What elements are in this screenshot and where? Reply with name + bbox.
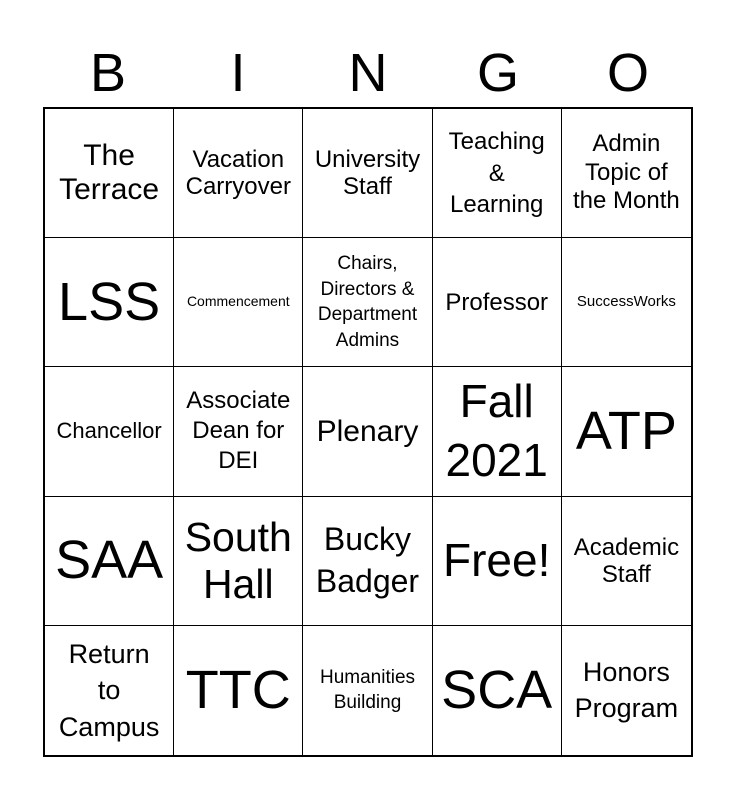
cell-label: LSS (58, 271, 161, 332)
bingo-cell[interactable] (174, 367, 303, 496)
header-letter-b: B (89, 43, 127, 103)
header-letter-n: N (348, 43, 388, 103)
cell-label: Admin Topic of the Month (573, 129, 680, 215)
cell-label: ATP (575, 400, 677, 461)
bingo-cell[interactable] (433, 497, 562, 626)
cell-label: SuccessWorks (576, 292, 676, 310)
bingo-cell[interactable] (45, 497, 174, 626)
bingo-cell[interactable] (45, 109, 174, 238)
bingo-cell[interactable] (562, 626, 691, 755)
cell-label: Chairs, Directors & Department Admins (317, 253, 418, 351)
cell-label: SCA (441, 659, 553, 720)
bingo-cell[interactable] (303, 109, 432, 238)
bingo-cell[interactable] (433, 367, 562, 496)
cell-label: Honors Program (574, 656, 679, 724)
bingo-cell[interactable] (174, 238, 303, 367)
bingo-cell[interactable] (562, 238, 691, 367)
cell-label: Bucky Badger (315, 521, 420, 599)
bingo-cell[interactable] (45, 626, 174, 755)
bingo-cell[interactable] (174, 497, 303, 626)
cell-label: Academic Staff (573, 533, 680, 588)
header-letter-o: O (606, 43, 649, 103)
cell-label: Commencement (186, 293, 290, 310)
bingo-cell[interactable] (303, 497, 432, 626)
bingo-cell[interactable] (45, 238, 174, 367)
cell-label: South Hall (184, 513, 292, 607)
bingo-cell[interactable] (433, 626, 562, 755)
bingo-cell[interactable] (303, 626, 432, 755)
bingo-cell[interactable] (562, 109, 691, 238)
header-letter-i: I (230, 43, 246, 103)
bingo-cell[interactable] (433, 238, 562, 367)
header-letter-g: G (476, 43, 519, 103)
bingo-cell[interactable] (303, 238, 432, 367)
cell-label: Free! (443, 533, 551, 586)
cell-label: Chancellor (56, 418, 162, 444)
bingo-cell[interactable] (562, 497, 691, 626)
bingo-cell[interactable] (174, 626, 303, 755)
bingo-cell[interactable] (174, 109, 303, 238)
bingo-header (43, 40, 693, 106)
cell-label: University Staff (314, 145, 421, 201)
bingo-cell[interactable] (433, 109, 562, 238)
cell-label: Humanities Building (319, 666, 416, 714)
cell-label: The Terrace (59, 139, 160, 207)
cell-label: SAA (55, 530, 164, 591)
bingo-board (43, 107, 693, 757)
bingo-cell[interactable] (45, 367, 174, 496)
cell-label: Return to Campus (58, 638, 160, 742)
cell-label: Teaching & Learning (448, 128, 545, 218)
cell-label: Associate Dean for DEI (186, 387, 291, 475)
cell-label: Plenary (316, 414, 419, 448)
cell-label: Vacation Carryover (185, 145, 291, 201)
cell-label: TTC (185, 659, 291, 720)
cell-label: Fall 2021 (445, 374, 548, 487)
bingo-cell[interactable] (303, 367, 432, 496)
cell-label: Professor (445, 288, 549, 316)
bingo-cell[interactable] (562, 367, 691, 496)
